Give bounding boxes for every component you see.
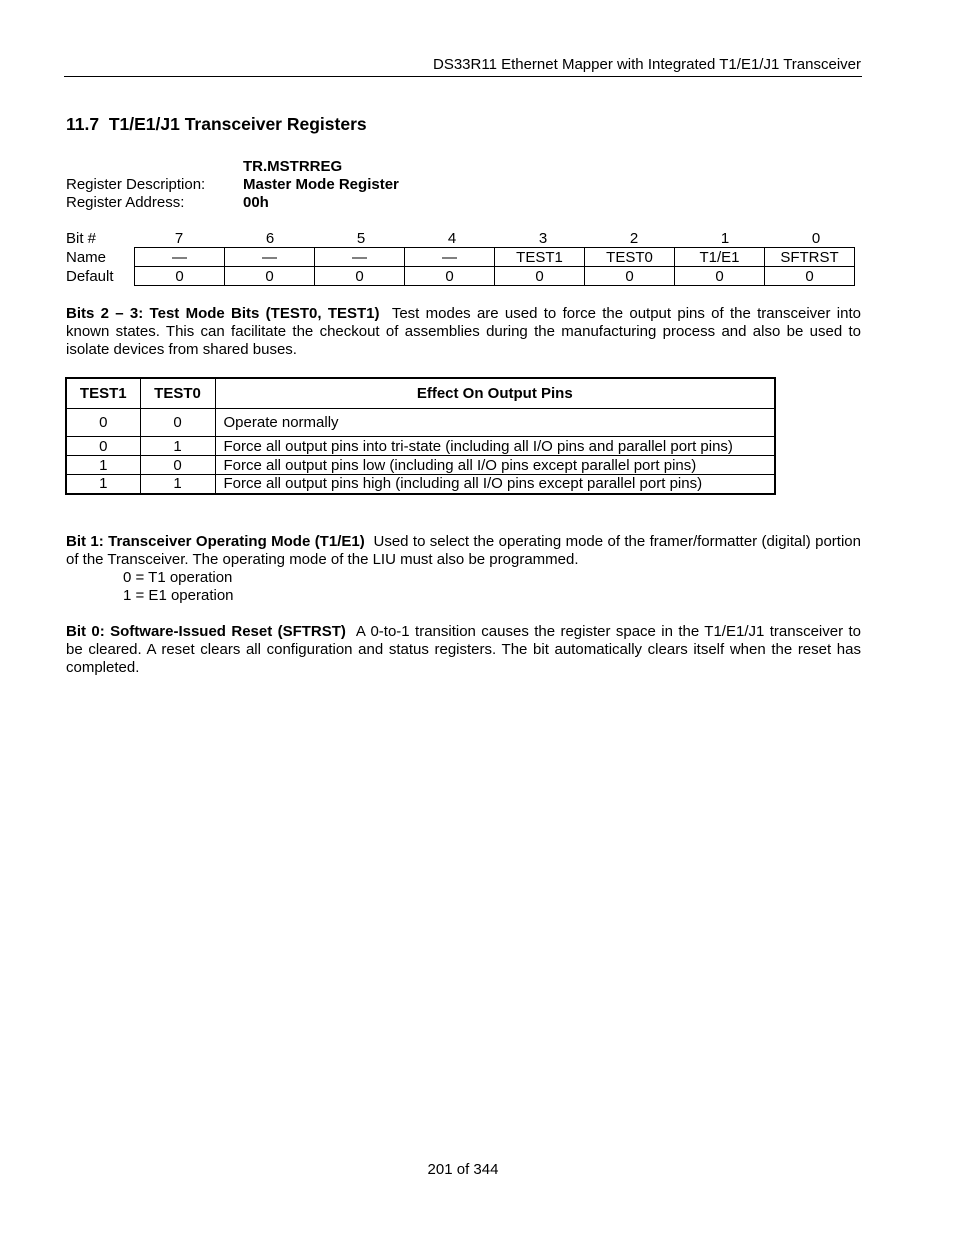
bit-row-label: Bit #	[66, 230, 97, 247]
bit-number: 2	[629, 230, 639, 247]
table-cell: 0	[140, 409, 215, 437]
name-row-label: Name	[66, 249, 107, 266]
table-cell: 1	[140, 437, 215, 456]
table-cell: 1	[66, 475, 140, 494]
table-row	[66, 437, 775, 456]
bit-name-cell: TEST0	[585, 248, 675, 267]
table-row	[66, 475, 775, 494]
bit-default-row	[135, 267, 855, 286]
bit1-option: 1 = E1 operation	[123, 587, 234, 604]
page-number: 201 of 344	[427, 1161, 499, 1178]
column-header: TEST1	[66, 378, 140, 409]
bit-default-cell: 0	[585, 267, 675, 286]
bit-default-cell: 0	[765, 267, 855, 286]
bit-default-cell: 0	[315, 267, 405, 286]
bit-default-cell: 0	[225, 267, 315, 286]
bit1-text: Used to select the operating mode of the framer/formatter (digital) portion of the Transceiver. The operating mode of the LIU must also be programmed.	[66, 533, 861, 568]
table-row	[66, 456, 775, 475]
register-name: TR.MSTRREG	[243, 158, 343, 175]
bit1-option: 0 = T1 operation	[123, 569, 233, 586]
table-cell: 0	[66, 437, 140, 456]
bits23-paragraph	[66, 305, 861, 359]
bit-name-cell: TEST1	[495, 248, 585, 267]
bit-number: 3	[538, 230, 548, 247]
bit-name-row	[135, 248, 855, 267]
table-header-row	[66, 378, 775, 409]
bit1-paragraph	[66, 533, 861, 569]
register-bit-table	[134, 247, 855, 286]
table-cell: Force all output pins into tri-state (including all I/O pins and parallel port pins)	[215, 437, 775, 456]
header-divider	[64, 76, 862, 77]
bit-number: 4	[447, 230, 457, 247]
table-cell: 1	[140, 475, 215, 494]
register-address: 00h	[243, 194, 269, 211]
register-description-label: Register Description:	[66, 176, 206, 193]
bit-number: 1	[720, 230, 730, 247]
bit0-heading: Bit 0: Software-Issued Reset (SFTRST)	[66, 623, 346, 640]
bit-number: 0	[811, 230, 821, 247]
bit-default-cell: 0	[495, 267, 585, 286]
bits23-text: Test modes are used to force the output pins of the transceiver into known states. This can facilitate the checkout of assemblies during the manufacturing process and also be used to isolate devices from shared buses.	[66, 305, 861, 358]
bits23-heading: Bits 2 – 3: Test Mode Bits (TEST0, TEST1)	[66, 305, 380, 322]
bit-name-cell: —	[315, 248, 405, 267]
bit-number: 5	[356, 230, 366, 247]
table-cell: 0	[66, 409, 140, 437]
table-cell: 1	[66, 456, 140, 475]
section-title: 11.7 T1/E1/J1 Transceiver Registers	[66, 114, 367, 134]
column-header: TEST0	[140, 378, 215, 409]
default-row-label: Default	[66, 268, 114, 285]
bit0-paragraph	[66, 623, 861, 677]
register-address-label: Register Address:	[66, 194, 185, 211]
column-header: Effect On Output Pins	[215, 378, 775, 409]
bit-default-cell: 0	[405, 267, 495, 286]
test-mode-table	[65, 377, 776, 495]
bit-default-cell: 0	[135, 267, 225, 286]
bit-number: 7	[174, 230, 184, 247]
bit-name-cell: —	[405, 248, 495, 267]
register-description: Master Mode Register	[243, 176, 399, 193]
page-header: DS33R11 Ethernet Mapper with Integrated T1/E1/J1 Transceiver	[432, 56, 861, 73]
bit1-heading: Bit 1: Transceiver Operating Mode (T1/E1)	[66, 533, 365, 550]
table-cell: Force all output pins high (including all I/O pins except parallel port pins)	[215, 475, 775, 494]
bit-name-cell: —	[225, 248, 315, 267]
table-cell: 0	[140, 456, 215, 475]
bit-name-cell: SFTRST	[765, 248, 855, 267]
bit-name-cell: T1/E1	[675, 248, 765, 267]
bit-name-cell: —	[135, 248, 225, 267]
table-row	[66, 409, 775, 437]
table-cell: Force all output pins low (including all I/O pins except parallel port pins)	[215, 456, 775, 475]
bit0-text: A 0-to-1 transition causes the register space in the T1/E1/J1 transceiver to be cleared. A reset clears all configuration and status registers. The bit automatically clears itself when the reset has completed.	[66, 623, 861, 676]
bit-default-cell: 0	[675, 267, 765, 286]
table-cell: Operate normally	[215, 409, 775, 437]
bit-number: 6	[265, 230, 275, 247]
